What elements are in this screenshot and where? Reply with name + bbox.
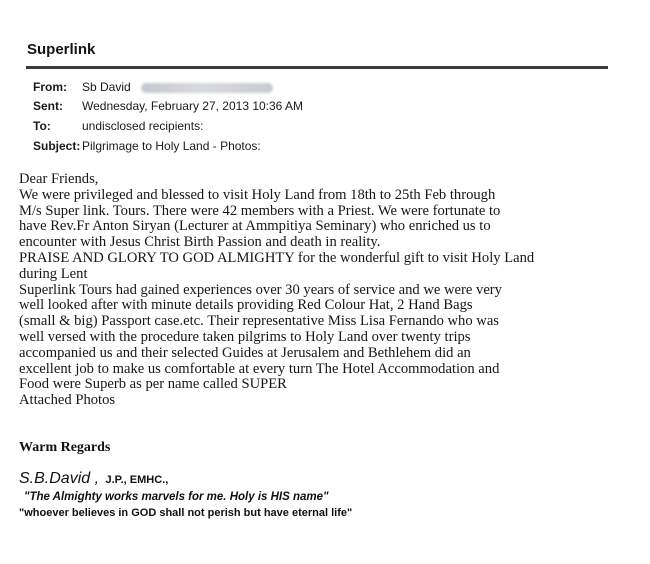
body-line: Superlink Tours had gained experiences over 30 years of service and we were very	[19, 281, 502, 298]
body-line: excellent job to make us comfortable at every turn The Hotel Accommodation and	[19, 360, 500, 377]
body-line: M/s Super link. Tours. There were 42 members with a Priest. We were fortunate to	[19, 202, 501, 219]
subject-value: Pilgrimage to Holy Land - Photos:	[82, 139, 261, 153]
body-line: (small & big) Passport case.etc. Their representative Miss Lisa Fernando who was	[19, 313, 499, 330]
app-title: Superlink	[27, 41, 96, 58]
signature-quote-1: "The Almighty works marvels for me. Holy is HIS name"	[24, 491, 329, 503]
email-body	[19, 172, 634, 409]
to-value: undisclosed recipients:	[82, 119, 204, 133]
from-value	[82, 80, 273, 94]
body-line: Attached Photos	[19, 392, 116, 409]
to-label: To:	[33, 119, 51, 133]
redacted-email-address	[141, 83, 273, 93]
signature-name	[19, 470, 168, 488]
body-line: We were privileged and blessed to visit Holy Land from 18th to 25th Feb through	[19, 186, 496, 203]
body-line: have Rev.Fr Anton Siryan (Lecturer at Ammpitiya Seminary) who enriched us to	[19, 218, 491, 235]
signer-name: S.B.David ,	[19, 470, 100, 487]
body-line: PRAISE AND GLORY TO GOD ALMIGHTY for the wonderful gift to visit Holy Land	[19, 249, 535, 266]
subject-label: Subject:	[33, 139, 81, 153]
body-line: during Lent	[19, 265, 88, 282]
from-label: From:	[33, 80, 67, 94]
signer-credentials: J.P., EMHC.,	[105, 474, 169, 486]
body-line: Food were Superb as per name called SUPER	[19, 376, 287, 393]
header-divider	[26, 66, 608, 69]
sent-value: Wednesday, February 27, 2013 10:36 AM	[82, 99, 304, 113]
closing-regards: Warm Regards	[19, 440, 111, 455]
sent-label: Sent:	[33, 99, 63, 113]
signature-quote-2: "whoever believes in GOD shall not perish but have eternal life"	[19, 507, 353, 519]
body-line: encounter with Jesus Christ Birth Passion and death in reality.	[19, 234, 381, 251]
body-line: Dear Friends,	[19, 171, 99, 187]
body-line: accompanied us and their selected Guides at Jerusalem and Bethlehem did an	[19, 344, 471, 361]
body-line: well looked after with minute details providing Red Colour Hat, 2 Hand Bags	[19, 297, 473, 314]
body-line: well versed with the procedure taken pilgrims to Holy Land over twenty trips	[19, 328, 471, 345]
sender-name: Sb David	[82, 80, 131, 94]
